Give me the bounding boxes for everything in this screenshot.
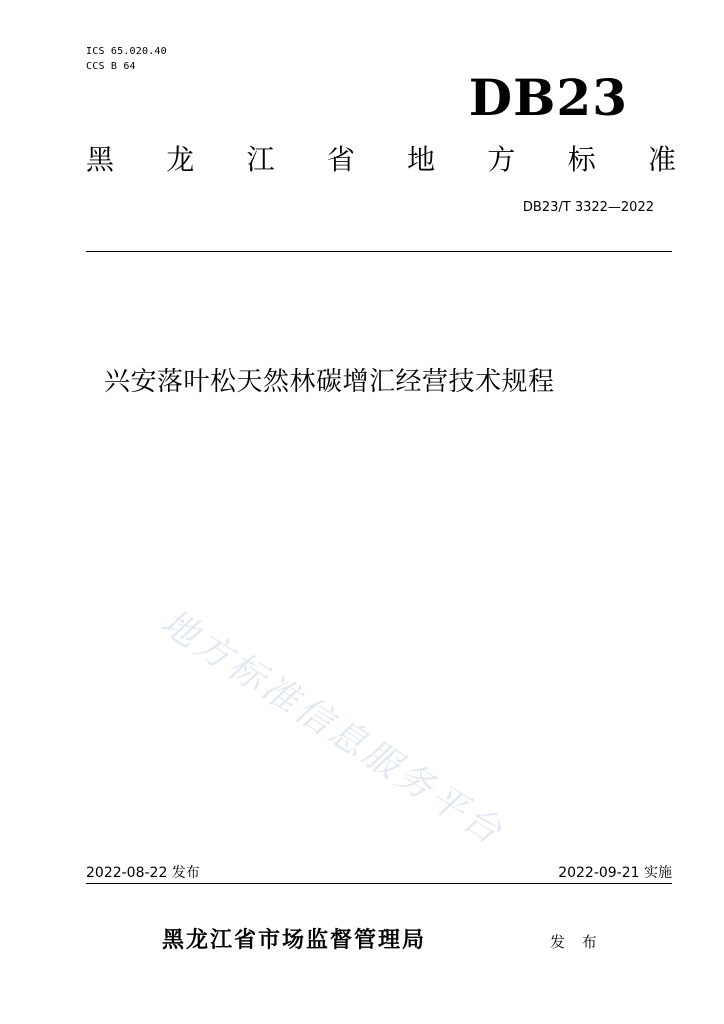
publish-date: 2022-08-22 发布 <box>86 865 200 881</box>
header-divider <box>86 251 672 252</box>
category-char: 省 <box>326 143 355 176</box>
issuing-authority: 黑龙江省市场监督管理局 <box>162 927 427 953</box>
category-char: 江 <box>246 143 275 176</box>
category-char: 准 <box>647 143 676 176</box>
ccs-code: CCS B 64 <box>86 61 136 72</box>
standard-number: DB23/T 3322—2022 <box>522 200 654 215</box>
standard-category-title <box>86 140 676 180</box>
footer-divider <box>86 883 672 884</box>
category-char: 黑 <box>86 143 115 176</box>
classification-codes <box>86 44 167 74</box>
category-char: 地 <box>407 143 436 176</box>
category-char: 龙 <box>166 143 195 176</box>
issue-label: 发 布 <box>550 933 603 951</box>
watermark: 地方标准信息服务平台 <box>153 601 512 854</box>
standard-logo: DB23 <box>468 68 628 127</box>
category-char: 方 <box>487 143 516 176</box>
category-char: 标 <box>567 143 596 176</box>
implement-date: 2022-09-21 实施 <box>558 865 672 881</box>
ics-code: ICS 65.020.40 <box>86 46 167 57</box>
document-title: 兴安落叶松天然林碳增汇经营技术规程 <box>104 367 555 397</box>
